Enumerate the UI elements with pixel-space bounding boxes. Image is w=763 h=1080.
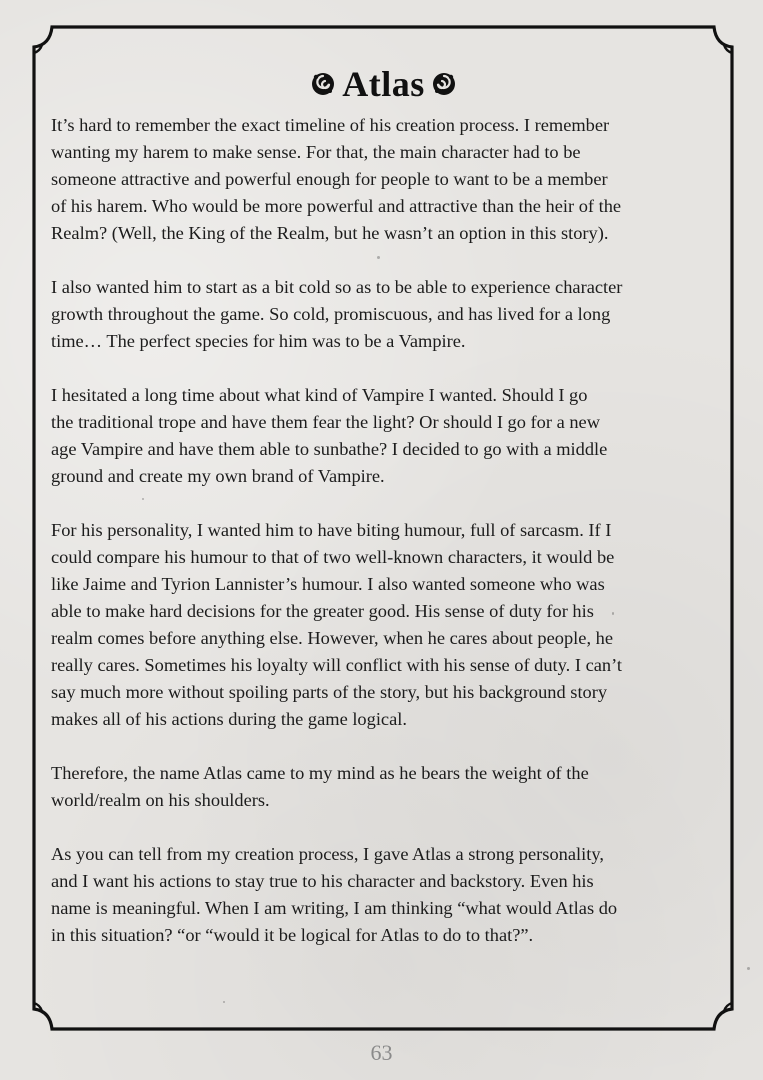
body-paragraph: I hesitated a long time about what kind of Vampire I wanted. Should I go the traditional trope and have them fear the light? Or should I go for a new age Vampire and have them able to sunbathe? I decided to go with a middle ground and create my own brand of Vampire. [51, 385, 608, 486]
swirl-ornament-icon [429, 69, 459, 99]
body-paragraph: It’s hard to remember the exact timeline of his creation process. I remember wanting my harem to make sense. For that, the main character had to be someone attractive and powerful enough for people to want to be a member of his harem. Who would be more powerful and attractive than the heir of the Realm? (Well, the King of the Realm, but he wasn’t an option in this story). [51, 115, 622, 243]
body-paragraph: As you can tell from my creation process, I gave Atlas a strong personality, and I want his actions to stay true to his character and backstory. Even his name is meaningful. When I am writing, I am thinking “what would Atlas do in this situation? “or “would it be logical for Atlas to do to that?”. [51, 844, 618, 945]
page-title: Atlas [342, 64, 425, 104]
body-paragraph: For his personality, I wanted him to have biting humour, full of sarcasm. If I could compare his humour to that of two well-known characters, it would be like Jaime and Tyrion Lannister’s humour. I also wanted someone who was able to make hard decisions for the greater good. His sense of duty for his realm comes before anything else. However, when he cares about people, he really cares. Sometimes his loyalty will conflict with his sense of duty. I can’t say much more without spoiling parts of the story, but his background story makes all of his actions during the game logical. [51, 520, 623, 729]
title-row [51, 56, 716, 112]
body-paragraph: I also wanted him to start as a bit cold so as to be able to experience character growth throughout the game. So cold, promiscuous, and has lived for a long time… The perfect species for him was to be a Vampire. [51, 277, 623, 351]
swirl-ornament-icon [308, 69, 338, 99]
body-paragraph: Therefore, the name Atlas came to my mind as he bears the weight of the world/realm on his shoulders. [51, 763, 589, 810]
paper-speck [747, 967, 750, 970]
page-number: 63 [370, 1040, 393, 1065]
page-content [51, 56, 716, 976]
